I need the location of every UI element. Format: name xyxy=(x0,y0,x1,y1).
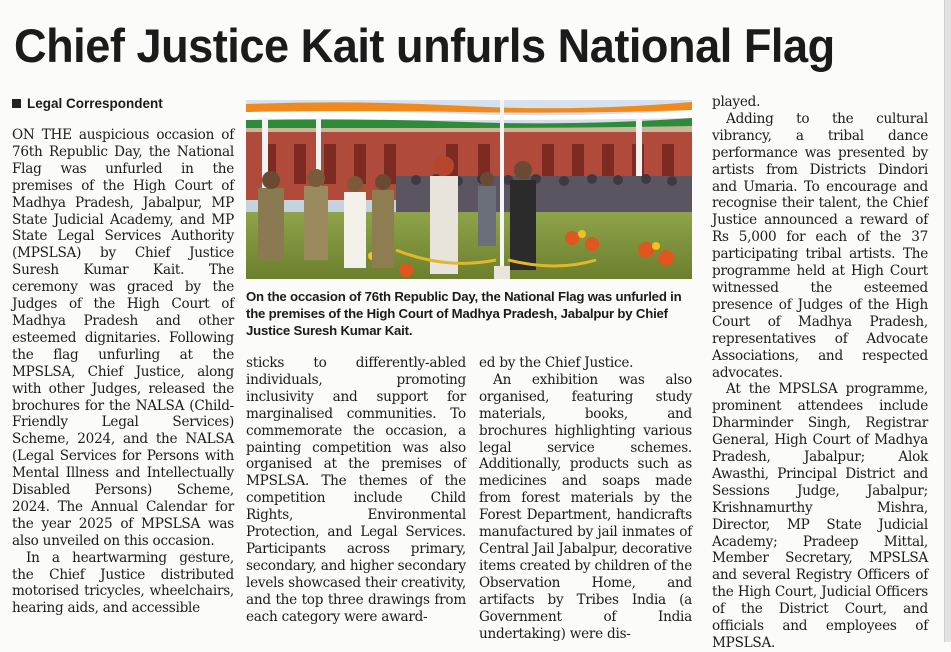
page-edge xyxy=(944,0,951,642)
flag-hoisting-photo xyxy=(246,100,692,279)
article-column-4 xyxy=(712,94,928,651)
paragraph: sticks to differently-abled individuals, promoting inclusivity and support for marginalised communities. To commemorate the occasion, a painting competition was also organised at the premises of MPSLSA. The themes of the competition include Child Rights, Environmental Protection, and Legal Services. Participants across primary, secondary, and higher secondary levels showcased their creativity, and the top three drawings from each category were award- xyxy=(246,355,466,625)
headline: Chief Justice Kait unfurls National Flag xyxy=(14,19,835,72)
paragraph: At the MPSLSA programme, prominent attendees include Dharminder Singh, Registrar General, High Court of Madhya Pradesh, Jabalpur; Alok Awasthi, Principal District and Sessions Judge, Jabalpur; Krishnamurthy Mishra, Director, MP State Judicial Academy; Pradeep Mittal, Member Secretary, MPSLSA and several Registry Officers of the High Court, Judicial Officers of the District Court, and officials and employees of MPSLSA. xyxy=(712,381,928,651)
paragraph: In a heartwarming gesture, the Chief Justice distributed motorised tricycles, wheelchairs, hearing aids, and accessible xyxy=(12,549,234,617)
paragraph: ON THE auspicious occasion of 76th Republic Day, the National Flag was unfurled in the premises of the High Court of Madhya Pradesh, Jabalpur, MP State Judicial Academy, and MP State Legal Services Authority (MPSLSA) by Chief Justice Suresh Kumar Kait. The ceremony was graced by the Judges of the High Court of Madhya Pradesh and other esteemed dignitaries. Following the flag unfurling at the MPSLSA, Chief Justice, along with other Judges, released the brochures for the NALSA (Child-Friendly Legal Services) Scheme, 2024, and the NALSA (Legal Services for Persons with Mental Illness and Intellectually Disabled Persons) Scheme, 2024. The Annual Calendar for the year 2025 of MPSLSA was also unveiled on this occasion. xyxy=(12,127,234,549)
byline-text: Legal Correspondent xyxy=(27,96,163,111)
paragraph: An exhibition was also organised, featuring study materials, books, and brochures highlighting various legal service schemes. Additionally, products such as medicines and soaps made from forest materials by the Forest Department, handicrafts manufactured by jail inmates of Central Jail Jabalpur, decorative items created by children of the Observation Home, and artifacts by Tribes India (a Government of India undertaking) were dis- xyxy=(479,371,692,642)
article-column-2 xyxy=(246,355,466,637)
article-column-1 xyxy=(12,127,234,637)
photo-caption: On the occasion of 76th Republic Day, the National Flag was unfurled in the premises of the High Court of Madhya Pradesh, Jabalpur by Chief Justice Suresh Kumar Kait. xyxy=(246,289,682,338)
photo-illustration xyxy=(246,100,692,279)
paragraph: Adding to the cultural vibrancy, a tribal dance performance was presented by artists from Districts Dindori and Umaria. To encourage and recognise their talent, the Chief Justice announced a reward of Rs 5,000 for each of the 37 participating tribal artists. The programme held at High Court witnessed the esteemed presence of Judges of the High Court of Madhya Pradesh, representatives of Advocate Associations, and respected advocates. xyxy=(712,110,928,381)
article-column-3 xyxy=(479,355,692,642)
paragraph: ed by the Chief Justice. xyxy=(479,355,634,371)
byline xyxy=(12,96,163,111)
paragraph: played. xyxy=(712,94,761,110)
byline-square-icon xyxy=(12,99,21,108)
